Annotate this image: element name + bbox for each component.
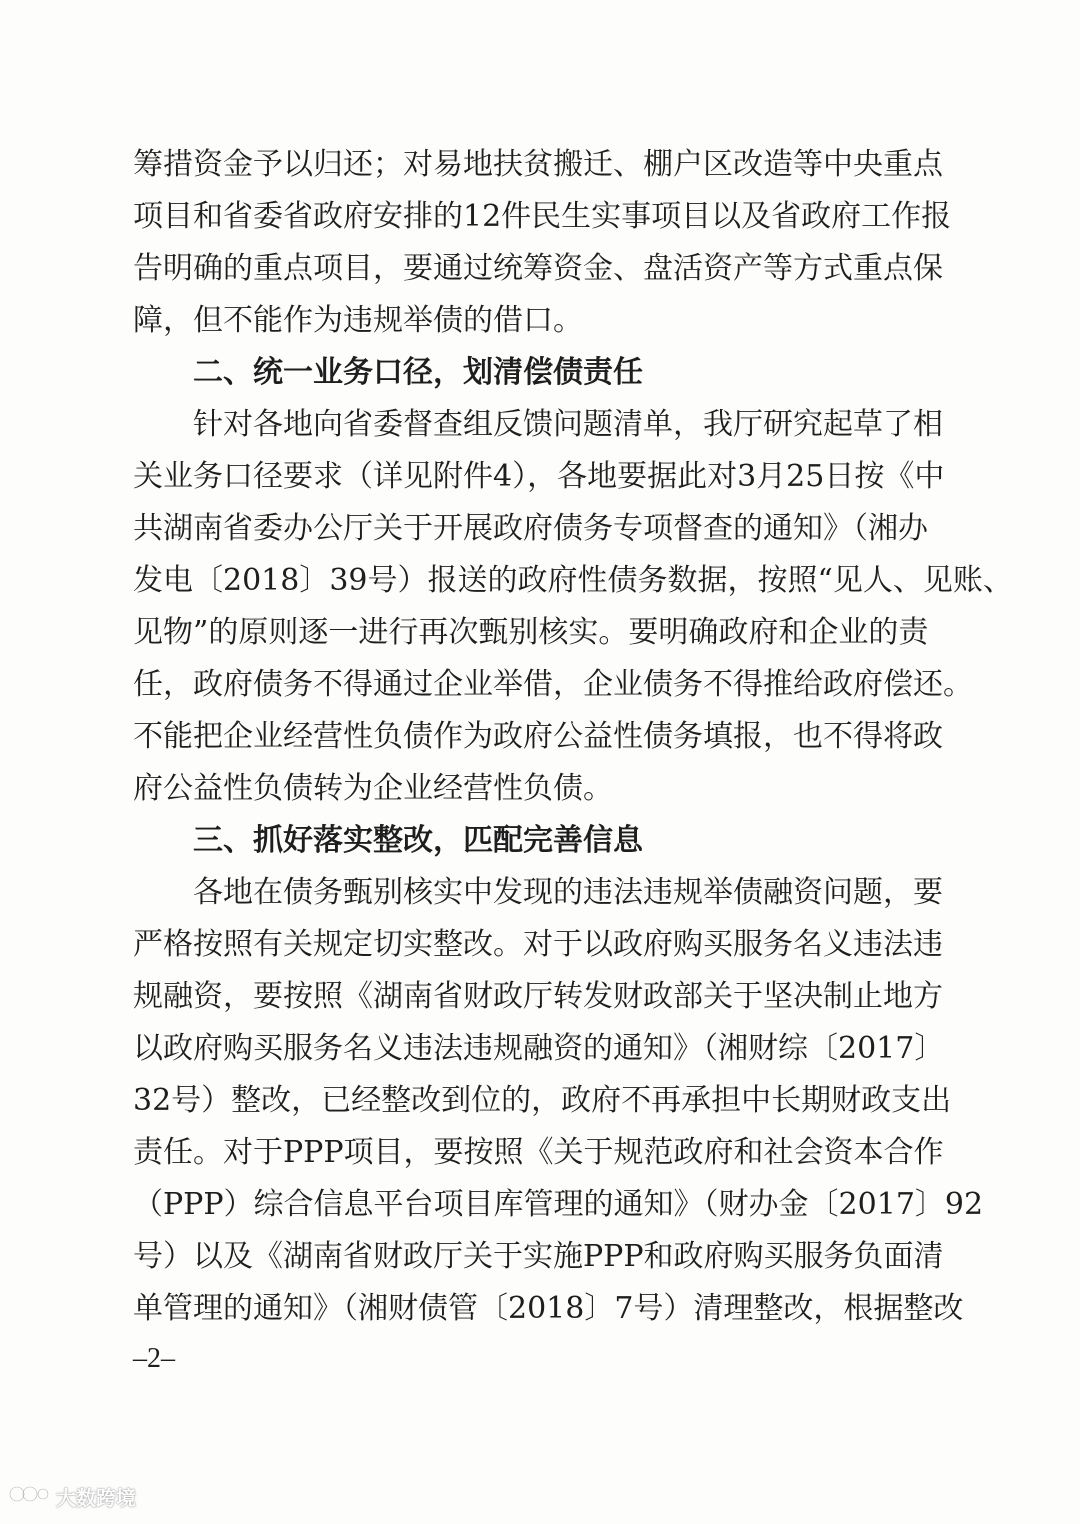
- body-line: 筹措资金予以归还；对易地扶贫搬迁、棚户区改造等中央重点: [133, 147, 943, 182]
- body-line: 责任。对于PPP项目，要按照《关于规范政府和社会资本合作: [133, 1135, 944, 1170]
- watermark-text: 大数跨境: [56, 1485, 136, 1510]
- body-line: 各地在债务甄别核实中发现的违法违规举债融资问题，要: [193, 875, 943, 910]
- body-line: 规融资，要按照《湖南省财政厅转发财政部关于坚决制止地方: [133, 979, 943, 1014]
- body-line: 关业务口径要求（详见附件4），各地要据此对3月25日按《中: [133, 459, 945, 494]
- body-line: 障，但不能作为违规举债的借口。: [133, 303, 583, 338]
- body-line: （PPP）综合信息平台项目库管理的通知》（财办金〔2017〕92: [133, 1187, 984, 1222]
- body-line: 府公益性负债转为企业经营性负债。: [133, 771, 613, 806]
- body-line: 以政府购买服务名义违法违规融资的通知》（湘财综〔2017〕: [133, 1031, 945, 1066]
- section-heading: 三、抓好落实整改，匹配完善信息: [193, 823, 643, 858]
- body-line: 不能把企业经营性负债作为政府公益性债务填报，也不得将政: [133, 719, 943, 754]
- body-line: 见物”的原则逐一进行再次甄别核实。要明确政府和企业的责: [133, 615, 929, 650]
- body-line: 32号）整改，已经整改到位的，政府不再承担中长期财政支出: [133, 1083, 952, 1118]
- page-number: –2–: [133, 1343, 175, 1374]
- body-line: 发电〔2018〕39号）报送的政府性债务数据，按照“见人、见账、: [133, 563, 1013, 598]
- body-line: 号）以及《湖南省财政厅关于实施PPP和政府购买服务负面清: [133, 1239, 944, 1274]
- body-line: 针对各地向省委督查组反馈问题清单，我厅研究起草了相: [193, 407, 943, 442]
- body-line: 项目和省委省政府安排的12件民生实事项目以及省政府工作报: [133, 199, 952, 234]
- section-heading: 二、统一业务口径，划清偿债责任: [193, 355, 643, 390]
- logo-icon: [8, 1481, 50, 1512]
- body-line: 告明确的重点项目，要通过统筹资金、盘活资产等方式重点保: [133, 251, 943, 286]
- body-line: 单管理的通知》（湘财债管〔2018〕7号）清理整改，根据整改: [133, 1291, 964, 1326]
- body-line: 严格按照有关规定切实整改。对于以政府购买服务名义违法违: [133, 927, 943, 962]
- body-line: 任，政府债务不得通过企业举借，企业债务不得推给政府偿还。: [133, 667, 973, 702]
- body-line: 共湖南省委办公厅关于开展政府债务专项督查的通知》（湘办: [133, 511, 928, 546]
- watermark: [8, 1480, 136, 1512]
